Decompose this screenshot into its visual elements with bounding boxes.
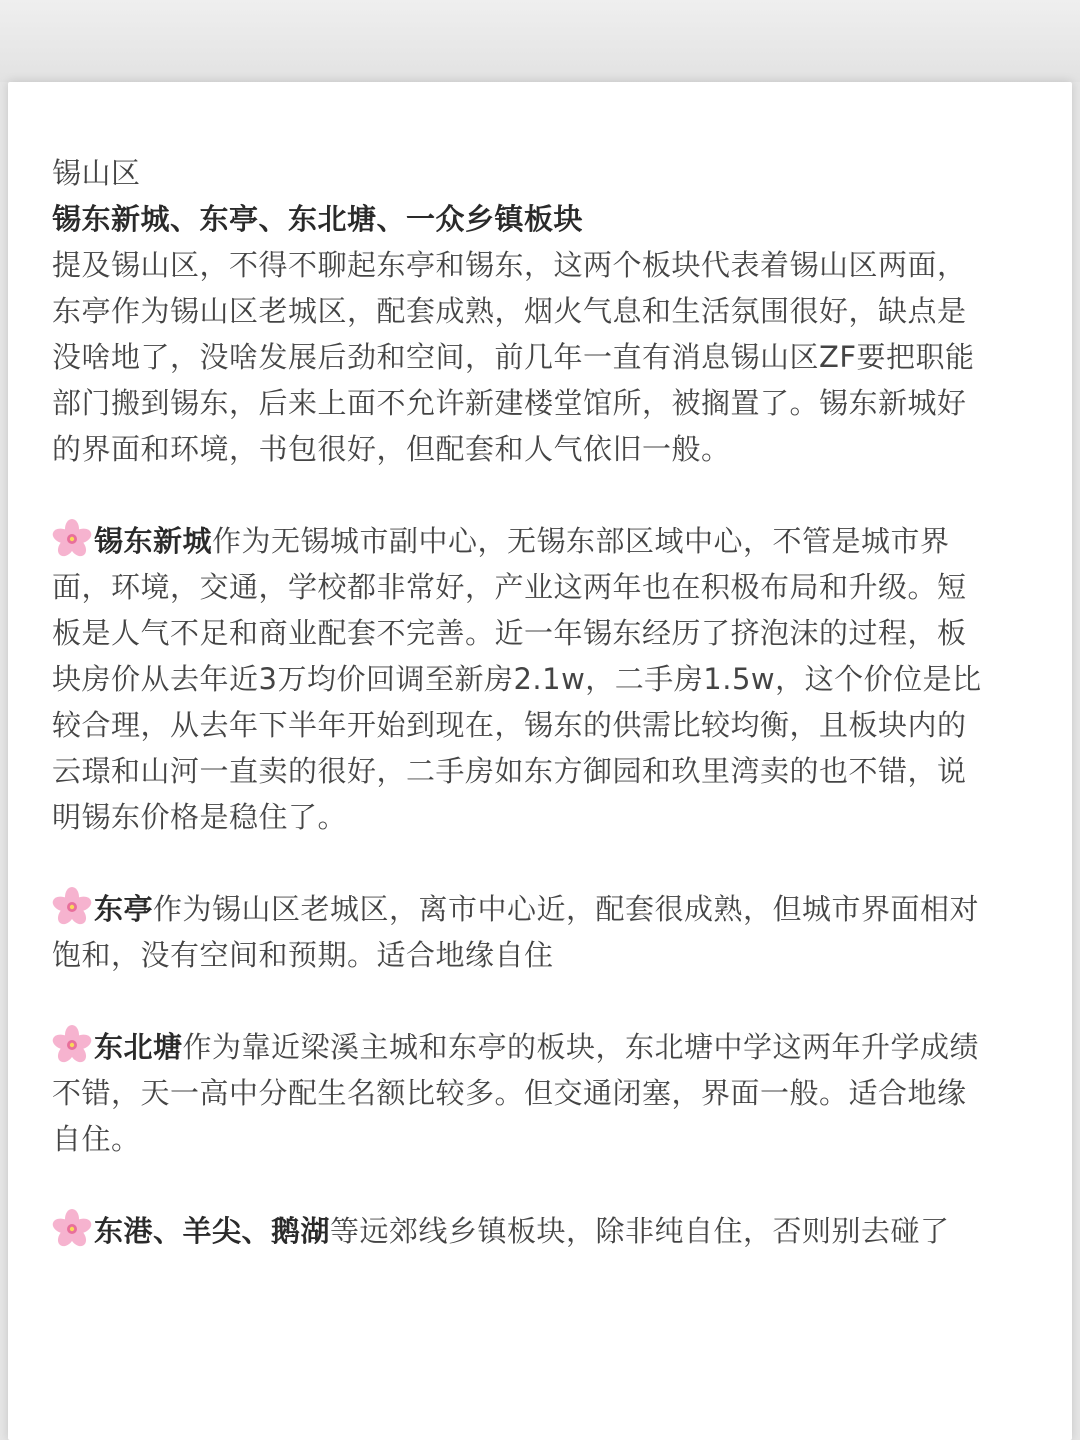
section-line: 饱和，没有空间和预期。适合地缘自住 <box>52 938 554 972</box>
intro-line: 部门搬到锡东，后来上面不允许新建楼堂馆所，被搁置了。锡东新城好 <box>52 386 967 420</box>
section-text: 等远郊线乡镇板块，除非纯自住，否则别去碰了 <box>330 1214 950 1248</box>
section-line: 云璟和山河一直卖的很好，二手房如东方御园和玖里湾卖的也不错，说 <box>52 754 967 788</box>
page-subtitle: 锡东新城、东亭、东北塘、一众乡镇板块 <box>52 202 584 236</box>
section-line: 板是人气不足和商业配套不完善。近一年锡东经历了挤泡沫的过程，板 <box>52 616 967 650</box>
cherry-blossom-icon <box>52 1025 92 1065</box>
top-band <box>0 0 1080 82</box>
section-text: 作为锡山区老城区，离市中心近，配套很成熟，但城市界面相对 <box>153 892 980 926</box>
section-dongting-first-line <box>52 886 1027 932</box>
section-towns-first-line <box>52 1208 1027 1254</box>
section-line: 不错，天一高中分配生名额比较多。但交通闭塞，界面一般。适合地缘 <box>52 1076 967 1110</box>
section-line: 明锡东价格是稳住了。 <box>52 800 348 834</box>
intro-line: 东亭作为锡山区老城区，配套成熟，烟火气息和生活氛围很好，缺点是 <box>52 294 967 328</box>
cherry-blossom-icon <box>52 887 92 927</box>
section-line: 块房价从去年近3万均价回调至新房2.1w，二手房1.5w，这个价位是比 <box>52 662 982 696</box>
section-text: 作为靠近梁溪主城和东亭的板块，东北塘中学这两年升学成绩 <box>182 1030 980 1064</box>
cherry-blossom-icon <box>52 519 92 559</box>
document-content <box>52 150 1027 1254</box>
paragraph-gap <box>52 1162 1027 1208</box>
intro-line: 提及锡山区，不得不聊起东亭和锡东，这两个板块代表着锡山区两面， <box>52 248 967 282</box>
section-name: 东亭 <box>94 892 154 926</box>
paragraph-gap <box>52 840 1027 886</box>
intro-line: 的界面和环境，书包很好，但配套和人气依旧一般。 <box>52 432 731 466</box>
section-line: 面，环境，交通，学校都非常好，产业这两年也在积极布局和升级。短 <box>52 570 967 604</box>
cherry-blossom-icon <box>52 1209 92 1249</box>
section-line: 自住。 <box>52 1122 141 1156</box>
section-dongbeitang-first-line <box>52 1024 1027 1070</box>
paragraph-gap <box>52 978 1027 1024</box>
section-text: 作为无锡城市副中心，无锡东部区域中心，不管是城市界 <box>212 524 950 558</box>
page-title: 锡山区 <box>52 156 141 190</box>
section-name: 东北塘 <box>94 1030 183 1064</box>
section-name: 东港、羊尖、鹅湖 <box>94 1214 331 1248</box>
intro-line: 没啥地了，没啥发展后劲和空间，前几年一直有消息锡山区ZF要把职能 <box>52 340 975 374</box>
paragraph-gap <box>52 472 1027 518</box>
section-line: 较合理，从去年下半年开始到现在，锡东的供需比较均衡，且板块内的 <box>52 708 967 742</box>
section-xidong-first-line <box>52 518 1027 564</box>
section-name: 锡东新城 <box>94 524 213 558</box>
